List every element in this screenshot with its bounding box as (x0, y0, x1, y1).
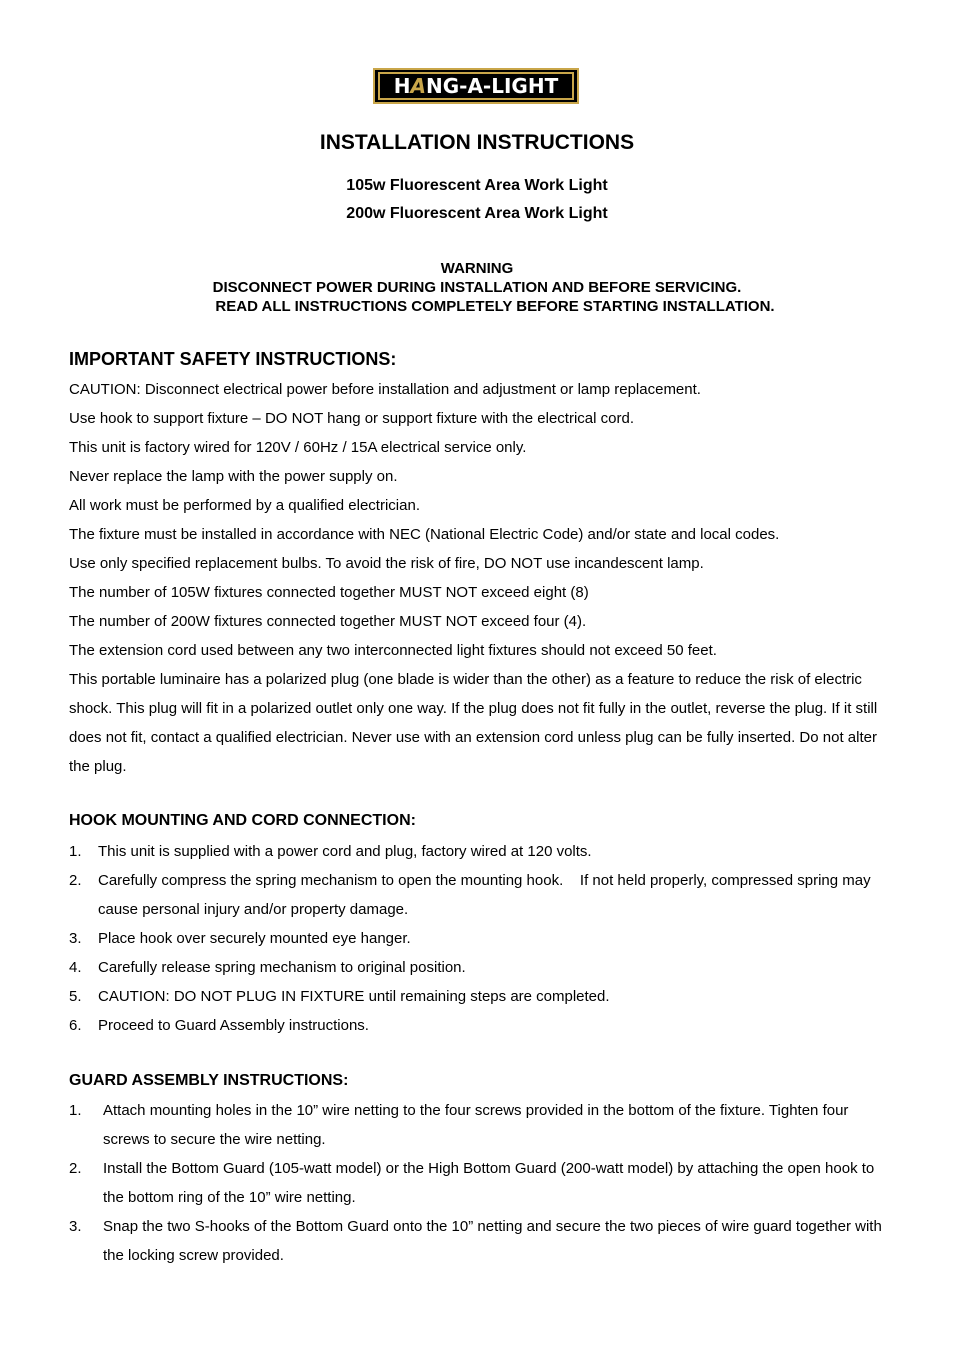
hang-a-light-logo (373, 68, 579, 104)
warning-heading: WARNING (440, 260, 514, 277)
safety-item: All work must be performed by a qualified electrician. (69, 497, 420, 514)
safety-list (69, 375, 885, 781)
list-item: 6. Proceed to Guard Assembly instructions. (69, 1017, 369, 1034)
safety-heading: IMPORTANT SAFETY INSTRUCTIONS: (69, 349, 397, 369)
safety-item: Never replace the lamp with the power supply on. (69, 468, 398, 485)
safety-item: CAUTION: Disconnect electrical power before installation and adjustment or lamp replacement. (69, 381, 701, 398)
list-item: 1. Attach mounting holes in the 10” wire netting to the four screws provided in the bottom of the fixture. Tighten four screws to secure the wire netting. (69, 1102, 849, 1148)
logo-letter-h: H (393, 74, 411, 98)
safety-item: The number of 200W fixtures connected together MUST NOT exceed four (4). (69, 613, 587, 630)
list-item: 3. Snap the two S-hooks of the Bottom Guard onto the 10” netting and secure the two pieces of wire guard together with the locking screw provided. (69, 1218, 882, 1264)
subtitle-105w: 105w Fluorescent Area Work Light (346, 177, 608, 194)
safety-item: Use only specified replacement bulbs. To avoid the risk of fire, DO NOT use incandescent lamp. (69, 555, 704, 572)
logo-letter-a: A (410, 74, 426, 98)
warning-line-2: READ ALL INSTRUCTIONS COMPLETELY BEFORE STARTING INSTALLATION. (215, 298, 775, 315)
list-item: 5. CAUTION: DO NOT PLUG IN FIXTURE until remaining steps are completed. (69, 988, 610, 1005)
safety-item: The extension cord used between any two interconnected light fixtures should not exceed 50 feet. (69, 642, 717, 659)
list-item: 2. Install the Bottom Guard (105-watt model) or the High Bottom Guard (200-watt model) by attaching the open hook to the bottom ring of the 10” wire netting. (69, 1160, 875, 1206)
logo-wordmark (378, 72, 574, 100)
list-item: 4. Carefully release spring mechanism to original position. (69, 959, 466, 976)
safety-item: This unit is factory wired for 120V / 60Hz / 15A electrical service only. (69, 439, 527, 456)
safety-item: The fixture must be installed in accordance with NEC (National Electric Code) and/or state and local codes. (69, 526, 780, 543)
safety-item-polarized-plug: This portable luminaire has a polarized plug (one blade is wider than the other) as a feature to reduce the risk of electric shock. This plug will fit in a polarized outlet only one way. If the plug does not fit fully in the outlet, reverse the plug. If it still does not fit, contact a qualified electrician. Never use with an extension cord unless plug can be fully inserted. Do not alter the plug. (69, 671, 878, 775)
warning-line-1: DISCONNECT POWER DURING INSTALLATION AND BEFORE SERVICING. (212, 279, 742, 296)
list-item: 3. Place hook over securely mounted eye hanger. (69, 930, 411, 947)
list-item: 1. This unit is supplied with a power cord and plug, factory wired at 120 volts. (69, 843, 592, 860)
hook-heading: HOOK MOUNTING AND CORD CONNECTION: (69, 812, 416, 829)
page-title: INSTALLATION INSTRUCTIONS (319, 131, 635, 154)
guard-steps (69, 1096, 885, 1270)
hook-steps (69, 837, 885, 1040)
safety-item: Use hook to support fixture – DO NOT hang or support fixture with the electrical cord. (69, 410, 634, 427)
list-item: 2. Carefully compress the spring mechanism to open the mounting hook. If not held properly, compressed spring may cause personal injury and/or property damage. (69, 872, 875, 918)
safety-item: The number of 105W fixtures connected together MUST NOT exceed eight (8) (69, 584, 589, 601)
subtitle-200w: 200w Fluorescent Area Work Light (346, 205, 608, 222)
guard-heading: GUARD ASSEMBLY INSTRUCTIONS: (69, 1072, 349, 1089)
logo-letters-rest: NG-A-LIGHT (426, 74, 559, 98)
